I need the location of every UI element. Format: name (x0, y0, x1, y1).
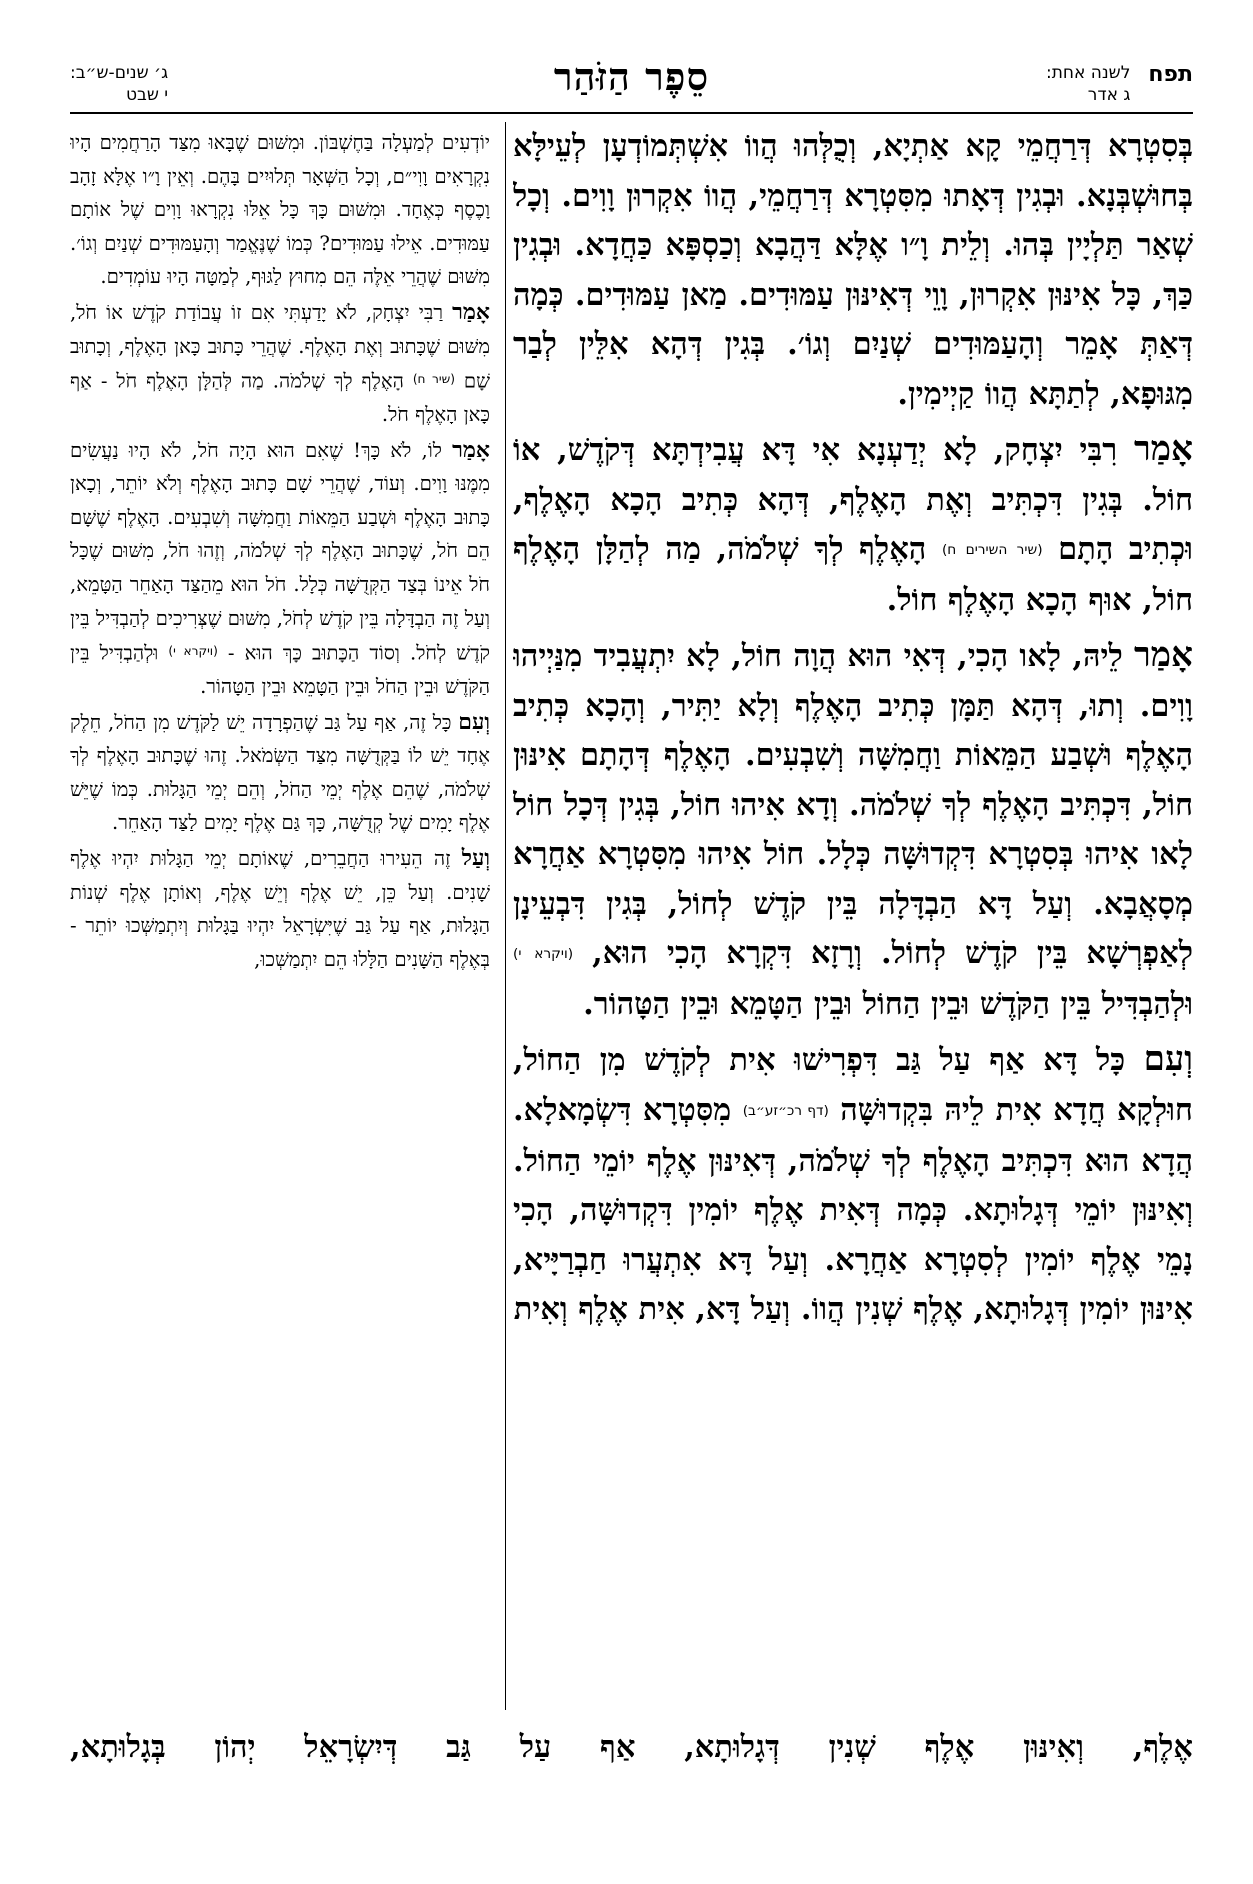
schedule-label-one-year: לשנה אחת: (1045, 63, 1131, 83)
main-paragraph-2: אָמַר רִבִּי יִצְחָק, לָא יְדַעְנָא אִי דָּא עֲבִידְתָּא דְּקֹדֶשׁ, אוֹ חוֹל. בְּגִין דִּכְתִּיב וְאֶת הָאֶלֶף, דְּהָא כְּתִיב הָכָא הָאֶלֶף, וּכְתִיב הָתָם (שיר השירים ח) הָאֶלֶף לְךָ שְׁלֹמֹה, מַה לְהַלָּן הָאֶלֶף חוֹל, אוּף הָכָא הָאֶלֶף חוֹל. (513, 429, 1193, 618)
paragraph-lead-word: וְעַל (461, 844, 490, 871)
paragraph-lead-word: אָמַר (1134, 635, 1193, 676)
side-paragraph-5: וְעַל זֶה הֵעִירוּ הַחֲבֵרִים, שֶׁאוֹתָם יְמֵי הַגָּלוּת יִהְיוּ אֶלֶף שָׁנִים. וְעַל כֵּן, יֵשׁ אֶלֶף וְיֵשׁ אֶלֶף, וְאוֹתָן אֶלֶף שְׁנוֹת הַגָּלוּת, אַף עַל גַּב שֶׁיִּשְׂרָאֵל יִהְיוּ בַּגָּלוּת וְיִתְמַשְּׁכוּ יוֹתֵר - בְּאֶלֶף הַשָּׁנִים הַלָּלוּ הֵם יִתְמַשְּׁכוּ, (70, 844, 490, 971)
main-paragraph-4: וְעִם כָּל דָּא אַף עַל גַּב דִּפְרִישׁוּ אִית לְקֹדֶשׁ מִן הַחוֹל, חוּלְקָא חֲדָא אִית לֵיהּ בִּקְדוּשָּׁה (דף רכ״זע״ב) מִסִּטְרָא דִּשְׂמָאלָא. הֲדָא הוּא דִּכְתִּיב הָאֶלֶף לְךָ שְׁלֹמֹה, דְּאִינּוּן אֶלֶף יוֹמֵי הַחוֹל. וְאִינּוּן יוֹמֵי דְּגָלוּתָא. כְּמָה דְּאִית אֶלֶף יוֹמִין דִּקְדוּשָּׁה, הָכִי נָמֵי אֶלֶף יוֹמִין לְסִטְרָא אַחֲרָא. וְעַל דָּא אִתְעֲרוּ חַבְרַיָּיא, אִינּוּן יוֹמִין דְּגָלוּתָא, אֶלֶף שְׁנִין הֲווֹ. וְעַל דָּא, אִית אֶלֶף וְאִית (513, 1039, 1193, 1328)
paragraph-lead-word: אָמַר (452, 436, 490, 463)
source-reference: (שיר השירים ח) (941, 542, 1043, 559)
page-header (70, 50, 1193, 110)
side-paragraph-1: יוֹדְעִים לְמַעְלָה בַּחֶשְׁבּוֹן. וּמִשּׁוּם שֶׁבָּאוּ מִצַּד הָרַחֲמִים הָיוּ נִקְרָאִים וָוִי״ם, וְכָל הַשְּׁאָר תְּלוּיִים בָּהֶם. וְאֵין וָ״ו אֶלָּא זָהָב וָכֶסֶף כְּאֶחָד. וּמִשּׁוּם כָּךְ כָּל אֵלּוּ נִקְרָאוּ וָוִים שֶׁל אוֹתָם עַמּוּדִים. אֵילוּ עַמּוּדִים? כְּמוֹ שֶׁנֶּאֱמַר וְהָעַמּוּדִים שְׁנַיִם וְגוֹ׳. מִשּׁוּם שֶׁהֲרֵי אֵלֶּה הֵם מִחוּץ לַגּוּף, לְמַטָּה הָיוּ עוֹמְדִים. (70, 131, 490, 289)
hebrew-translation-column (70, 126, 490, 1716)
side-paragraph-4: וְעִם כָּל זֶה, אַף עַל גַּב שֶׁהַפְרָדָה יֵשׁ לַקֹּדֶשׁ מִן הַחֹל, חֵלֶק אֶחָד יֵשׁ לוֹ בַּקְּדֻשָּׁה מִצַּד הַשְּׂמֹאל. זֶהוּ שֶׁכָּתוּב הָאֶלֶף לְךָ שְׁלֹמֹה, שֶׁהֵם אֶלֶף יְמֵי הַחֹל, וְהֵם יְמֵי הַגָּלוּת. כְּמוֹ שֶׁיֵּשׁ אֶלֶף יָמִים שֶׁל קְדֻשָּׁה, כָּךְ גַּם אֶלֶף יָמִים לַצַּד הָאַחֵר. (70, 708, 490, 835)
paragraph-lead-word: אָמַר (452, 298, 490, 325)
paragraph-lead-word: אָמַר (1134, 429, 1193, 469)
side-paragraph-2: אָמַר רַבִּי יִצְחָק, לֹא יָדַעְתִּי אִם זוֹ עֲבוֹדַת קֹדֶשׁ אוֹ חֹל, מִשּׁוּם שֶׁכָּתוּב וְאֶת הָאֶלֶף. שֶׁהֲרֵי כָּתוּב כָּאן הָאֶלֶף, וְכָתוּב שָׁם $^{(שיר ח)}$ הָאֶלֶף לְךָ שְׁלֹמֹה. מַה לְּהַלָּן הָאֶלֶף חֹל - אַף כָּאן הָאֶלֶף חֹל. (70, 298, 490, 426)
schedule-date-one-year: ג אדר (1087, 85, 1131, 105)
full-width-bottom-line: אֶלֶף, וְאִינּוּן אֶלֶף שְׁנִין דְּגָלוּתָא, אַף עַל גַּב דְּיִשְׂרָאֵל יְהוֹן בְּגָלוּתָא, (70, 1729, 1193, 1765)
main-paragraph-3: אָמַר לֵיהּ, לָאו הָכִי, דְּאִי הוּא הֲוָה חוֹל, לָא יִתְעֲבִיד מִנַּיְיהוּ וָוִים. וְתוּ, דְּהָא תַּמָּן כְּתִיב הָאֶלֶף וְלָא יַתִּיר, וְהָכָא כְּתִיב הָאֶלֶף וּשְׁבַע הַמֵּאוֹת וַחֲמִשָּׁה וְשִׁבְעִים. הָאֶלֶף דְּהָתָם אִינּוּן חוֹל, דִּכְתִּיב הָאֶלֶף לְךָ שְׁלֹמֹה. וְדָא אִיהוּ חוֹל, בְּגִין דְּכָל חוֹל לָאו אִיהוּ בְּסִטְרָא דִּקְדוּשָּׁה כְּלָל. חוֹל אִיהוּ מִסִּטְרָא אַחֲרָא מְסָאֲבָא. וְעַל דָּא הַבְדָּלָה בֵּין קֹדֶשׁ לְחוֹל, בְּגִין דִּבְעֵינָן לְאַפְרְשָׁא בֵּין קֹדֶשׁ לְחוֹל. וְרָזָא דִּקְרָא הָכִי הוּא, (ויקרא י) וּלְהַבְדִּיל בֵּין הַקֹּדֶשׁ וּבֵין הַחוֹל וּבֵין הַטָּמֵא וּבֵין הַטָּהוֹר. (513, 635, 1193, 1022)
main-paragraph-1: בְּסִטְרָא דְּרַחֲמֵי קָא אַתְיָא, וְכֻלְּהוּ הֲווֹ אִשְׁתְּמוֹדְעָן לְעֵילָּא בְּחוּשְׁבְּנָא. וּבְגִין דְּאָתוּ מִסִּטְרָא דְּרַחֲמֵי, הֲווֹ אִקְרוּן וָוִים. וְכָל שְׁאַר תַּלְיָין בְּהוּ. וְלֵית וָ״ו אֶלָּא דַּהֲבָא וְכַסְפָּא כַּחֲדָא. וּבְגִין כַּךְ, כָּל אִינּוּן אִקְרוּן, וָוֵי דְּאִינּוּן עַמּוּדִים. מַאן עַמּוּדִים. כְּמָה דְּאַתְּ אָמֵר וְהָעַמּוּדִים שְׁנַיִם וְגוֹ׳. בְּגִין דְּהָא אִלֵּין לְבַר מִגּוּפָא, לְתַתָּא הֲווֹ קַיְימִין. (513, 128, 1193, 412)
study-schedule-three-years (70, 62, 168, 106)
book-title: סֵפֶר הַזֹּהַר (553, 54, 710, 99)
header-divider (70, 112, 1193, 114)
paragraph-lead-word: וְעִם (1143, 1039, 1193, 1080)
aramaic-text-column (513, 122, 1193, 1712)
side-paragraph-3: אָמַר לוֹ, לֹא כָּךְ! שֶׁאִם הוּא הָיָה חֹל, לֹא הָיוּ נַעֲשִׂים מִמֶּנּוּ וָוִים. וְעוֹד, שֶׁהֲרֵי שָׁם כָּתוּב הָאֶלֶף וְלֹא יוֹתֵר, וְכָאן כָּתוּב הָאֶלֶף וּשְׁבַע הַמֵּאוֹת וַחֲמִשָּׁה וְשִׁבְעִים. הָאֶלֶף שֶׁשָּׁם הֵם חֹל, שֶׁכָּתוּב הָאֶלֶף לְךָ שְׁלֹמֹה, וְזֶהוּ חֹל, מִשּׁוּם שֶׁכָּל חֹל אֵינוֹ בְּצַד הַקְּדֻשָּׁה כְּלָל. חֹל הוּא מֵהַצַּד הָאַחֵר הַטָּמֵא, וְעַל זֶה הַבְדָּלָה בֵּין קֹדֶשׁ לְחֹל, מִשּׁוּם שֶׁצְּרִיכִים לְהַבְדִּיל בֵּין קֹדֶשׁ לְחֹל. וְסוֹד הַכָּתוּב כָּךְ הוּא - $^{(ויקרא י)}$ וּלְהַבְדִּיל בֵּין הַקֹּדֶשׁ וּבֵין הַחֹל וּבֵין הַטָּמֵא וּבֵין הַטָּהוֹר. (70, 436, 490, 698)
page-reference: (דף רכ״זע״ב) (742, 1103, 829, 1120)
source-reference: (ויקרא י) (513, 946, 574, 963)
source-reference: (שיר ח) (412, 372, 455, 387)
source-reference: (ויקרא י) (168, 644, 218, 659)
paragraph-lead-word: וְעִם (458, 708, 490, 735)
page-number: תפח (1148, 62, 1193, 87)
schedule-label-three-years: ג׳ שנים-ש״ב: (70, 63, 169, 83)
schedule-date-three-years: י שבט (126, 85, 169, 105)
column-divider (505, 122, 506, 1710)
